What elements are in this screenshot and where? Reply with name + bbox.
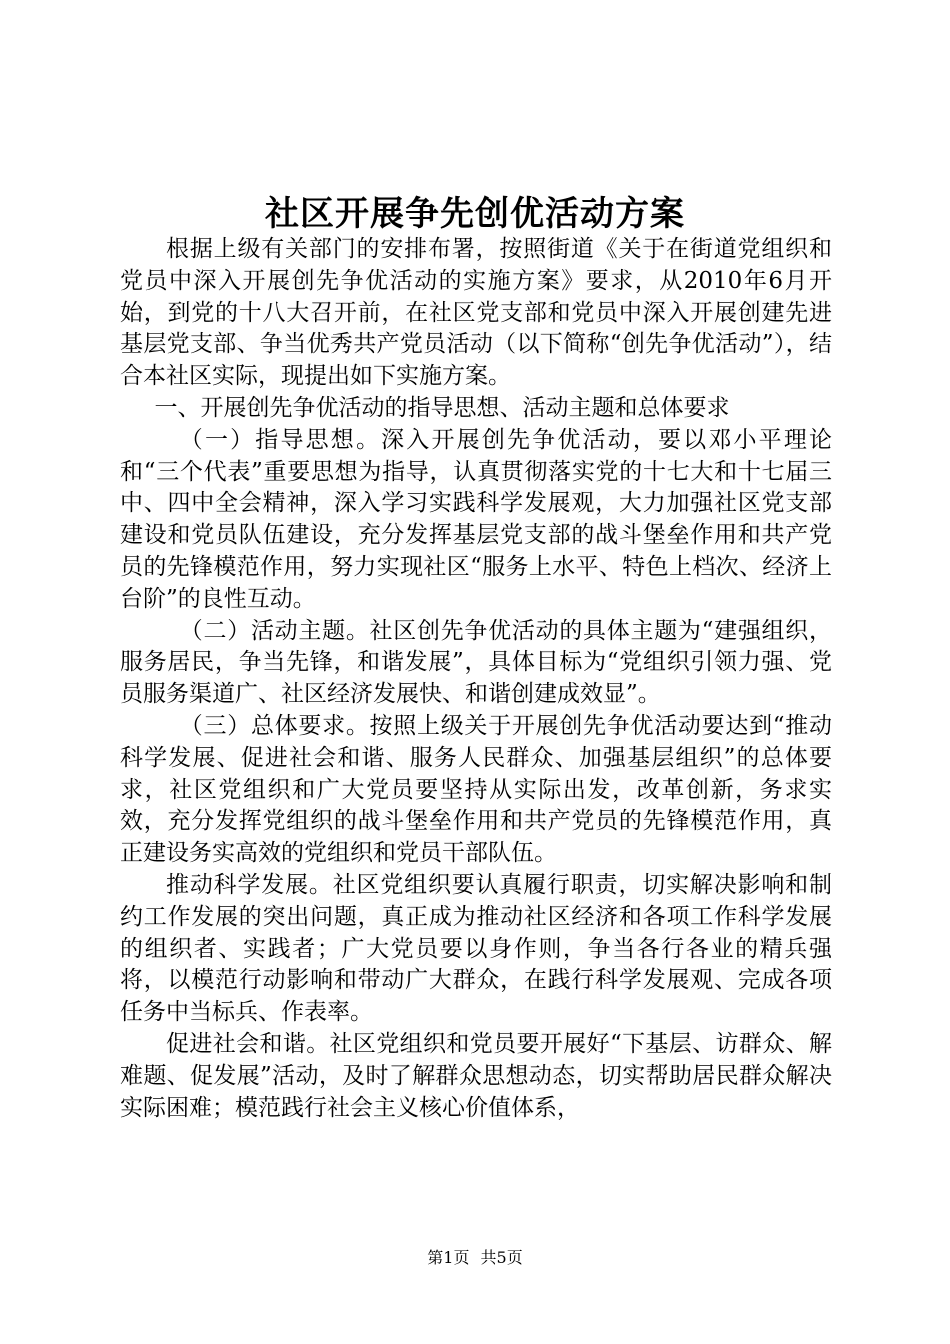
page-footer: [0, 1245, 950, 1268]
document-body: [120, 234, 832, 1124]
page-total: 共5页: [480, 1248, 523, 1267]
paragraph-guiding-thought: （一）指导思想。深入开展创先争优活动，要以邓小平理论和“三个代表”重要思想为指导，认真贯彻落实党的十七大和十七届三中、四中全会精神，深入学习实践科学发展观，大力加强社区党支部建设和党员队伍建设，充分发挥基层党支部的战斗堡垒作用和共产党员的先锋模范作用，努力实现社区“服务上水平、特色上档次、经济上台阶”的良性互动。: [120, 426, 832, 612]
paragraph-promote-development: 推动科学发展。社区党组织要认真履行职责，切实解决影响和制约工作发展的突出问题，真正成为推动社区经济和各项工作科学发展的组织者、实践者；广大党员要以身作则，争当各行各业的精兵强将，以模范行动影响和带动广大群众，在践行科学发展观、完成各项任务中当标兵、作表率。: [120, 871, 832, 1026]
paragraph-activity-theme: （二）活动主题。社区创先争优活动的具体主题为“建强组织，服务居民，争当先锋，和谐发展”，具体目标为“党组织引领力强、党员服务渠道广、社区经济发展快、和谐创建成效显”。: [120, 617, 832, 708]
paragraph-promote-harmony: 促进社会和谐。社区党组织和党员要开展好“下基层、访群众、解难题、促发展”活动，及时了解群众思想动态，切实帮助居民群众解决实际困难；模范践行社会主义核心价值体系，: [120, 1030, 832, 1121]
page-number: 第1页: [427, 1248, 470, 1267]
document-title: 社区开展争先创优活动方案: [265, 194, 685, 234]
section-heading-1: 一、开展创先争优活动的指导思想、活动主题和总体要求: [154, 394, 730, 421]
paragraph-overall-requirements: （三）总体要求。按照上级关于开展创先争优活动要达到“推动科学发展、促进社会和谐、服务人民群众、加强基层组织”的总体要求，社区党组织和广大党员要坚持从实际出发，改革创新，务求实效，充分发挥党组织的战斗堡垒作用和共产党员的先锋模范作用，真正建设务实高效的党组织和党员干部队伍。: [120, 712, 832, 867]
paragraph-intro: 根据上级有关部门的安排布署，按照街道《关于在街道党组织和党员中深入开展创先争优活动的实施方案》要求，从2010年6月开始，到党的十八大召开前，在社区党支部和党员中深入开展创建先进基层党支部、争当优秀共产党员活动（以下简称“创先争优活动”），结合本社区实际，现提出如下实施方案。: [120, 236, 832, 390]
